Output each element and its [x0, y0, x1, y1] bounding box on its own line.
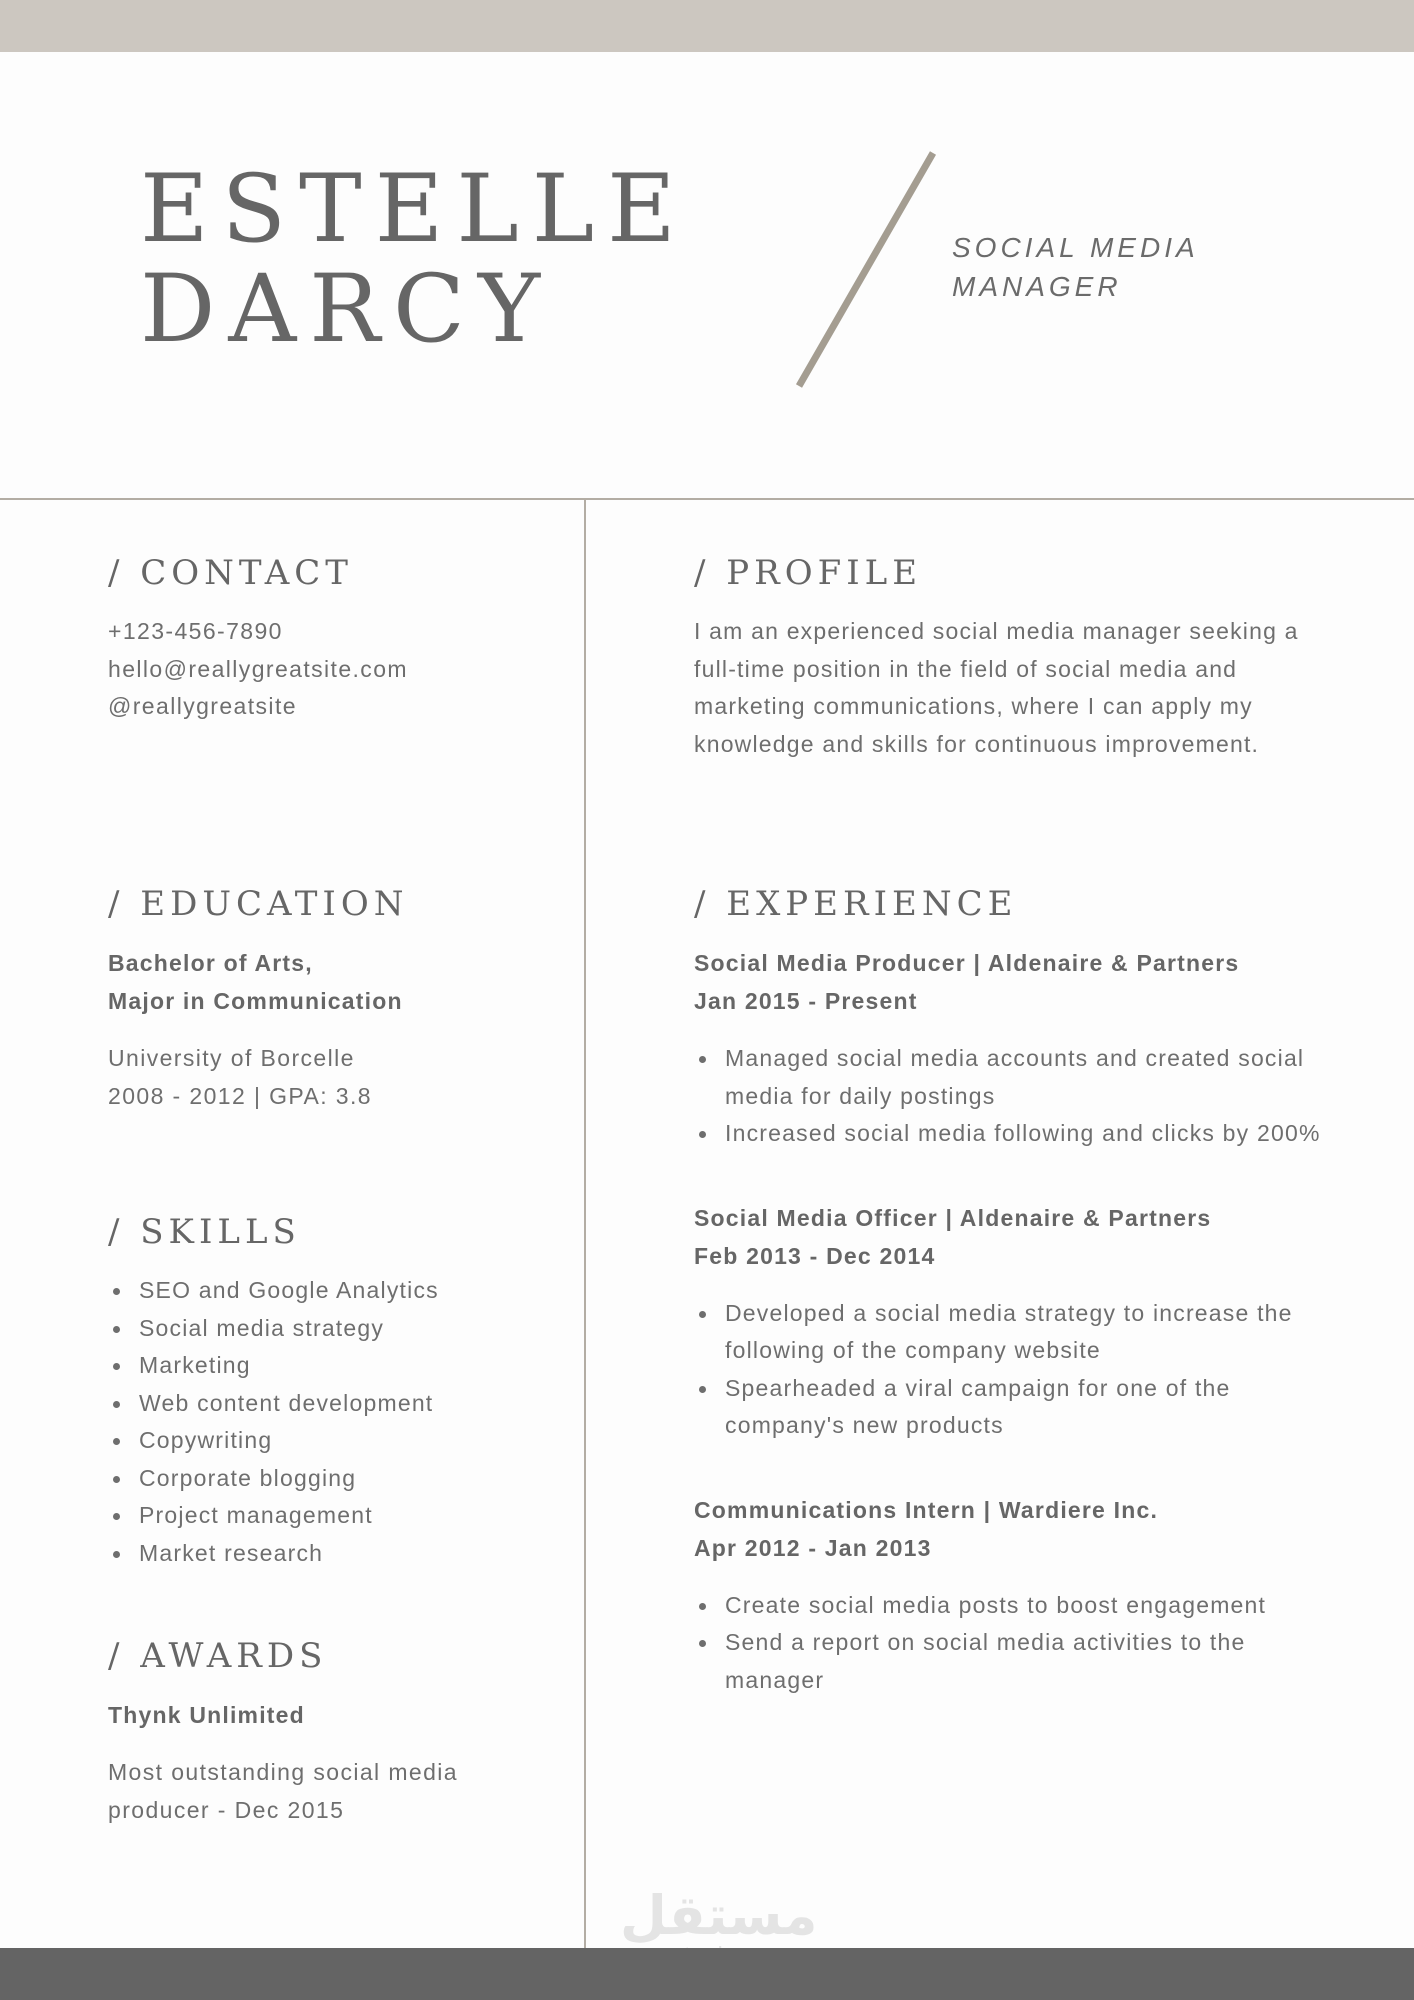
job-dates: Feb 2013 - Dec 2014 [694, 1242, 936, 1269]
job-dates: Jan 2015 - Present [694, 988, 918, 1014]
contact-section [108, 551, 568, 726]
name-first: ESTELLE [140, 155, 689, 264]
experience-section [694, 882, 1344, 1699]
award-desc-line2: producer - Dec 2015 [108, 1796, 345, 1823]
job-bullet: Managed social media accounts and created social media for daily postings [694, 1040, 1344, 1115]
job-bullets [694, 1040, 1344, 1153]
contact-heading: / CONTACT [108, 553, 353, 593]
skill-item: Copywriting [108, 1422, 568, 1460]
education-school: University of Borcelle [108, 1045, 355, 1071]
experience-heading: / EXPERIENCE [694, 884, 1018, 924]
experience-job [694, 1199, 1344, 1445]
job-bullet: Send a report on social media activities to the manager [694, 1624, 1344, 1699]
skills-list [108, 1272, 568, 1572]
job-dates: Apr 2012 - Jan 2013 [694, 1534, 932, 1561]
skill-item: Corporate blogging [108, 1460, 568, 1498]
education-heading: / EDUCATION [108, 884, 409, 924]
job-bullet: Create social media posts to boost engagement [694, 1587, 1344, 1625]
skill-item: Social media strategy [108, 1310, 568, 1348]
education-section [108, 882, 568, 1115]
job-role: Social Media Officer | Aldenaire & Partners [694, 1204, 1212, 1231]
top-band [0, 0, 1414, 52]
job-role: Communications Intern | Wardiere Inc. [694, 1496, 1159, 1523]
experience-job [694, 944, 1344, 1153]
awards-heading: / AWARDS [108, 1636, 328, 1676]
skill-item: Marketing [108, 1347, 568, 1385]
candidate-name [140, 155, 689, 364]
awards-section [108, 1634, 568, 1829]
job-bullets [694, 1295, 1344, 1445]
profile-section [694, 551, 1344, 763]
skill-item: Web content development [108, 1385, 568, 1423]
job-bullets [694, 1587, 1344, 1700]
job-bullet: Spearheaded a viral campaign for one of the company's new products [694, 1370, 1344, 1445]
slash-divider-icon [795, 150, 940, 390]
job-bullet: Increased social media following and clicks by 200% [694, 1115, 1344, 1153]
contact-email: hello@reallygreatsite.com [108, 655, 408, 682]
award-name: Thynk Unlimited [108, 1702, 305, 1728]
skill-item: Market research [108, 1535, 568, 1573]
job-title [952, 228, 1199, 306]
skills-section [108, 1210, 568, 1572]
job-role: Social Media Producer | Aldenaire & Partners [694, 950, 1240, 976]
job-title-line1: SOCIAL MEDIA [952, 232, 1199, 263]
skill-item: SEO and Google Analytics [108, 1272, 568, 1310]
header-divider [0, 498, 1414, 500]
education-degree-line1: Bachelor of Arts, [108, 950, 313, 976]
skill-item: Project management [108, 1497, 568, 1535]
award-desc-line1: Most outstanding social media [108, 1759, 458, 1785]
education-years: 2008 - 2012 | GPA: 3.8 [108, 1082, 372, 1109]
profile-heading: / PROFILE [694, 553, 923, 593]
skills-heading: / SKILLS [108, 1212, 301, 1252]
education-degree-line2: Major in Communication [108, 988, 403, 1014]
job-title-line2: MANAGER [952, 271, 1122, 302]
job-bullet: Developed a social media strategy to increase the following of the company website [694, 1295, 1344, 1370]
column-divider [584, 499, 586, 1948]
contact-phone: +123-456-7890 [108, 618, 283, 644]
experience-job [694, 1491, 1344, 1700]
name-last: DARCY [140, 255, 554, 364]
contact-handle: @reallygreatsite [108, 693, 297, 719]
bottom-band [0, 1948, 1414, 2000]
watermark-arabic: مستقل [620, 1886, 818, 1946]
profile-text: I am an experienced social media manager seeking a full-time position in the field of social media and marketing communications, where I can apply my knowledge and skills for continuous improvement. [694, 618, 1299, 757]
